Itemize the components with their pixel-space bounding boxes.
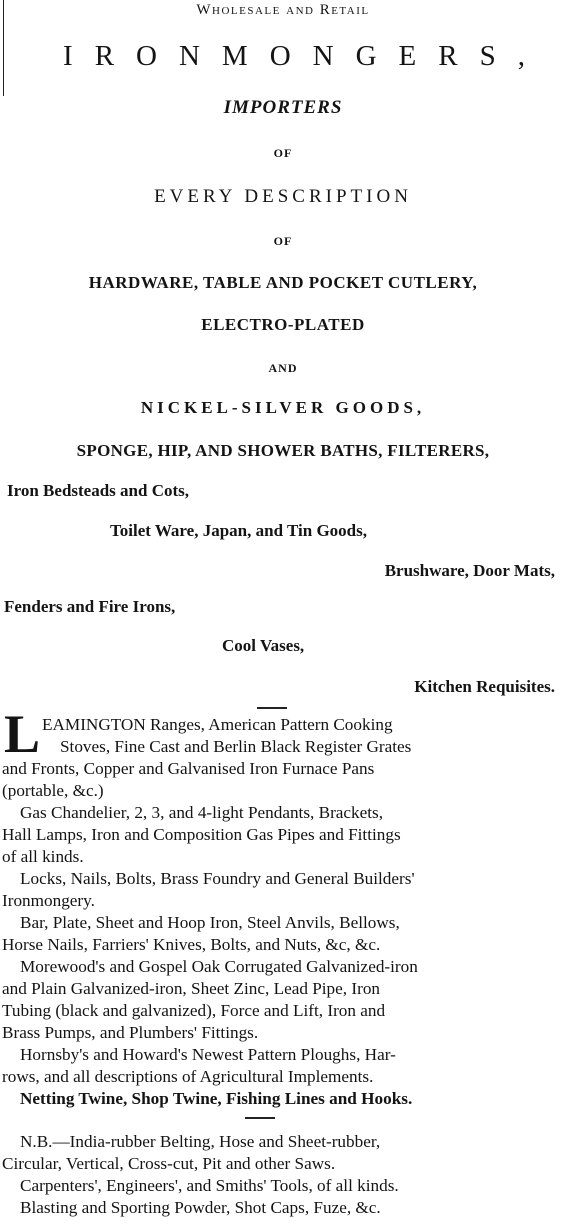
toilet-ware-line: Toilet Ware, Japan, and Tin Goods, xyxy=(110,521,367,540)
wholesale-retail-line: Wholesale and Retail xyxy=(196,2,370,18)
body-line: Gas Chandelier, 2, 3, and 4-light Pendants, Brackets, xyxy=(20,803,384,822)
fenders-line: Fenders and Fire Irons, xyxy=(4,597,176,616)
importers-line: IMPORTERS xyxy=(223,97,343,118)
body-line: Tubing (black and galvanized), Force and Lift, Iron and xyxy=(2,1001,386,1020)
body-line: Hall Lamps, Iron and Composition Gas Pipes and Fittings xyxy=(2,825,401,844)
body-line: Locks, Nails, Bolts, Brass Foundry and General Builders' xyxy=(20,869,415,888)
body-line: of all kinds. xyxy=(2,847,84,866)
body-line: Netting Twine, Shop Twine, Fishing Lines and Hooks. xyxy=(20,1089,413,1108)
drop-cap-letter: L xyxy=(4,704,41,764)
body-line: and Fronts, Copper and Galvanised Iron Furnace Pans xyxy=(2,759,375,778)
body-line: Blasting and Sporting Powder, Shot Caps, Fuze, &c. xyxy=(20,1198,381,1217)
every-description-line: EVERY DESCRIPTION xyxy=(154,186,412,207)
of-line-1: OF xyxy=(273,146,293,160)
section-divider-1 xyxy=(257,707,287,709)
notes-body xyxy=(0,1131,566,1219)
electro-plated-line: ELECTRO-PLATED xyxy=(201,315,365,334)
body-line: Brass Pumps, and Plumbers' Fittings. xyxy=(2,1023,259,1042)
cool-vases-line: Cool Vases, xyxy=(222,636,305,655)
body-line: (portable, &c.) xyxy=(2,781,104,800)
body-line: Hornsby's and Howard's Newest Pattern Ploughs, Har- xyxy=(20,1045,396,1064)
body-line: and Plain Galvanized-iron, Sheet Zinc, Lead Pipe, Iron xyxy=(2,979,381,998)
hardware-cutlery-line: HARDWARE, TABLE AND POCKET CUTLERY, xyxy=(88,273,478,292)
and-line: AND xyxy=(268,361,298,375)
kitchen-requisites-line: Kitchen Requisites. xyxy=(414,677,555,696)
body-line: Circular, Vertical, Cross-cut, Pit and other Saws. xyxy=(2,1154,336,1173)
nickel-silver-line: NICKEL-SILVER GOODS, xyxy=(140,398,426,417)
body-line: Carpenters', Engineers', and Smiths' Tools, of all kinds. xyxy=(20,1176,399,1195)
body-line: Ironmongery. xyxy=(2,891,95,910)
body-line: N.B.—India-rubber Belting, Hose and Sheet-rubber, xyxy=(20,1132,381,1151)
body-line: Bar, Plate, Sheet and Hoop Iron, Steel Anvils, Bellows, xyxy=(20,913,400,932)
body-line: Horse Nails, Farriers' Knives, Bolts, and Nuts, &c, &c. xyxy=(2,935,381,954)
body-line: rows, and all descriptions of Agricultural Implements. xyxy=(2,1067,374,1086)
iron-bedsteads-line: Iron Bedsteads and Cots, xyxy=(7,481,190,500)
of-line-2: OF xyxy=(273,234,293,248)
ironmongers-heading: IRONMONGERS, xyxy=(63,40,547,72)
body-line: Stoves, Fine Cast and Berlin Black Register Grates xyxy=(60,737,412,756)
body-line: EAMINGTON Ranges, American Pattern Cooking xyxy=(42,715,393,734)
catalogue-body xyxy=(0,704,566,1110)
body-line: Morewood's and Gospel Oak Corrugated Galvanized-iron xyxy=(20,957,418,976)
baths-filterers-line: SPONGE, HIP, AND SHOWER BATHS, FILTERERS, xyxy=(76,441,490,460)
brushware-line: Brushware, Door Mats, xyxy=(384,561,555,580)
section-divider-2 xyxy=(245,1117,275,1119)
